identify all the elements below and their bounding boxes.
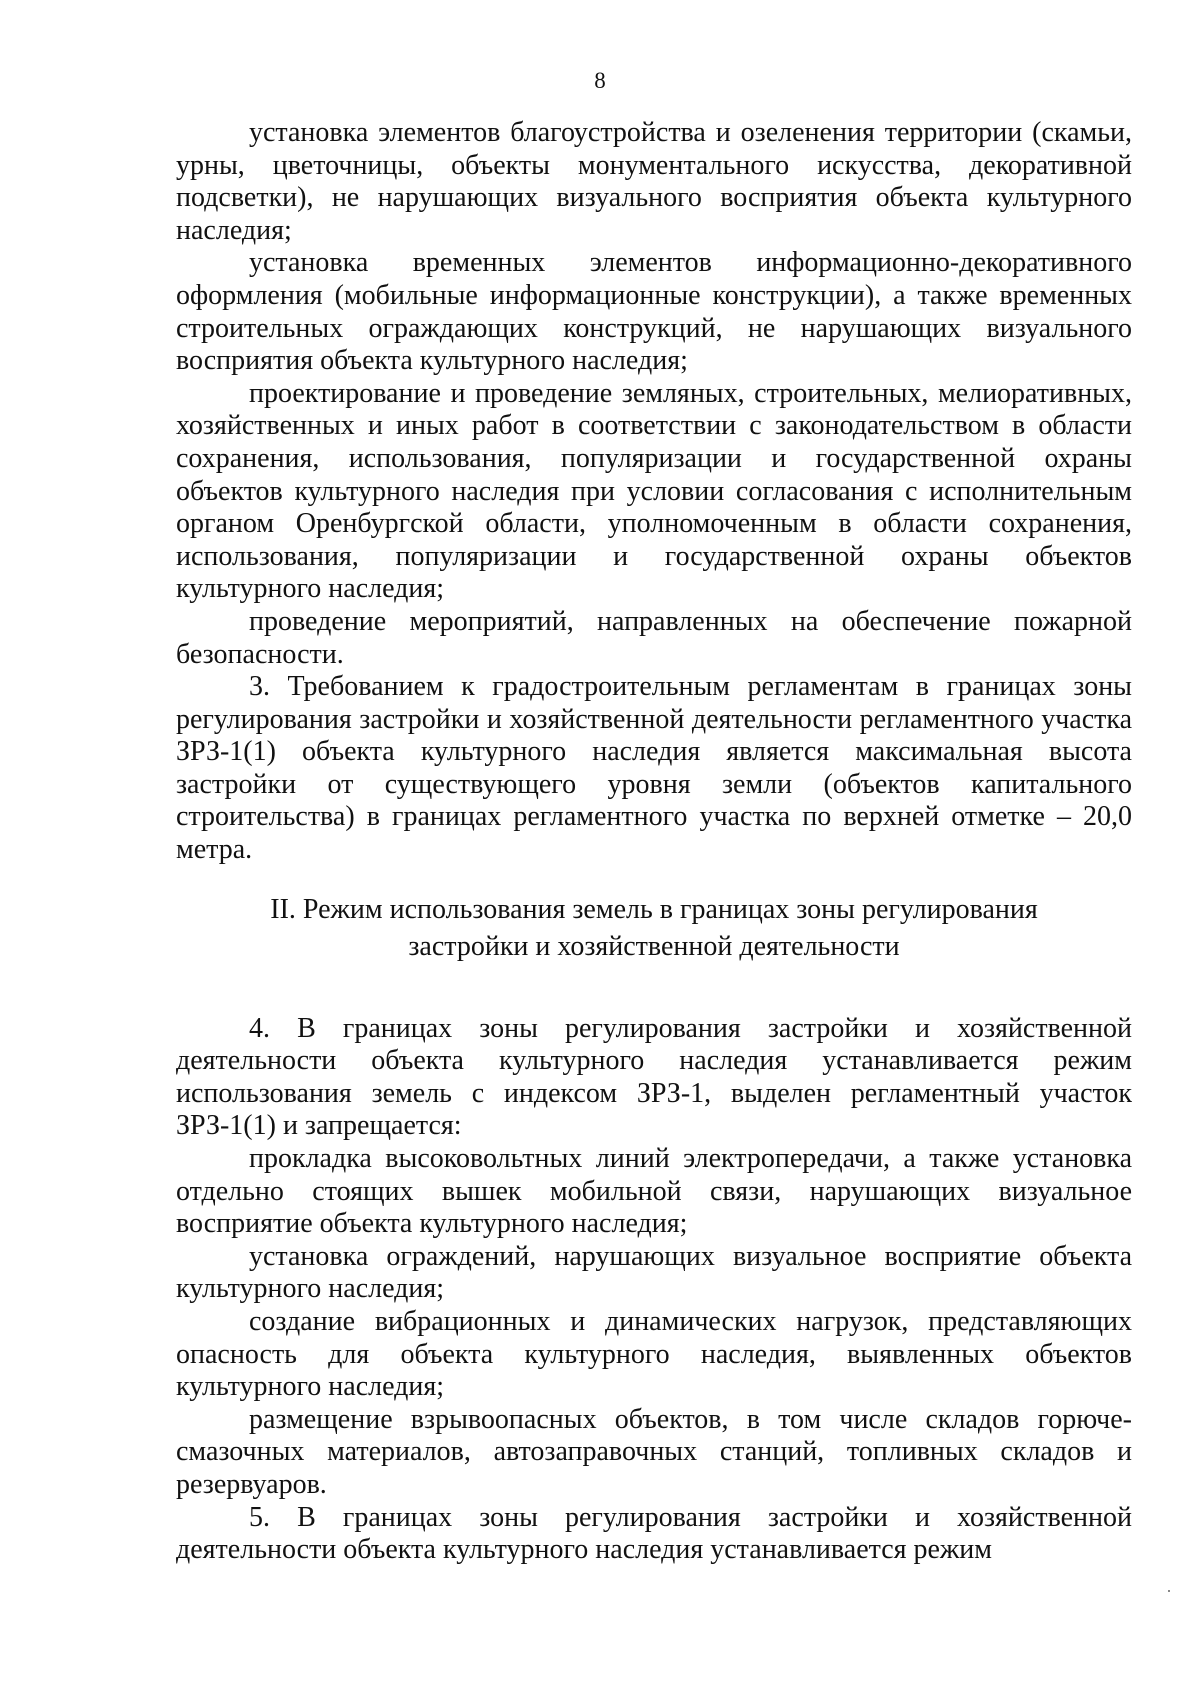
paragraph-power-lines: прокладка высоковольтных линий электропередачи, а также установка отдельно стоящих вышек мобильной связи, нарушающих визуальное восприятие объекта культурного наследия; [176, 1143, 1132, 1240]
paragraph-item-4-regime: 4. В границах зоны регулирования застройки и хозяйственной деятельности объекта культурного наследия устанавливается режим использования земель с индексом ЗРЗ-1, выделен регламентный участок ЗРЗ-1(1) и запрещается: [176, 1012, 1132, 1142]
paragraph-temporary-elements: установка временных элементов информационно-декоративного оформления (мобильные информационные конструкции), а также временных строительных ограждающих конструкций, не нарушающих визуального восприятия объекта культурного наследия; [176, 247, 1132, 377]
document-body [176, 117, 1132, 1567]
section-heading [176, 891, 1132, 965]
paragraph-fire-safety: проведение мероприятий, направленных на обеспечение пожарной безопасности. [176, 605, 1132, 670]
section-heading-line-1: II. Режим использования земель в границах зоны регулирования [270, 893, 1038, 925]
page-number: 8 [594, 68, 606, 93]
section-heading-line-2: застройки и хозяйственной деятельности [408, 930, 900, 962]
paragraph-vibration-loads: создание вибрационных и динамических нагрузок, представляющих опасность для объекта культурного наследия, выявленных объектов культурного наследия; [176, 1306, 1132, 1403]
scan-speck [1168, 1590, 1170, 1592]
paragraph-works-design: проектирование и проведение земляных, строительных, мелиоративных, хозяйственных и иных работ в соответствии с законодательством в области сохранения, использования, популяризации и государственной охраны объектов культурного наследия при условии согласования с исполнительным органом Оренбургской области, уполномоченным в области сохранения, использования, популяризации и государственной охраны объектов культурного наследия; [176, 377, 1132, 605]
paragraph-improvement-elements: установка элементов благоустройства и озеленения территории (скамьи, урны, цветочницы, объекты монументального искусства, декоративной подсветки), не нарушающих визуального восприятия объекта культурного наследия; [176, 117, 1132, 246]
paragraph-explosive-objects: размещение взрывоопасных объектов, в том числе складов горюче-смазочных материалов, автозаправочных станций, топливных складов и резервуаров. [176, 1403, 1132, 1500]
paragraph-item-5-regime: 5. В границах зоны регулирования застройки и хозяйственной деятельности объекта культурного наследия устанавливается режим [176, 1501, 1132, 1566]
paragraph-item-3-height-requirement: 3. Требованием к градостроительным регламентам в границах зоны регулирования застройки и хозяйственной деятельности регламентного участка ЗРЗ-1(1) объекта культурного наследия является максимальная высота застройки от существующего уровня земли (объектов капитального строительства) в границах регламентного участка по верхней отметке – 20,0 метра. [176, 671, 1132, 866]
paragraph-fences: установка ограждений, нарушающих визуальное восприятие объекта культурного наследия; [176, 1240, 1132, 1305]
